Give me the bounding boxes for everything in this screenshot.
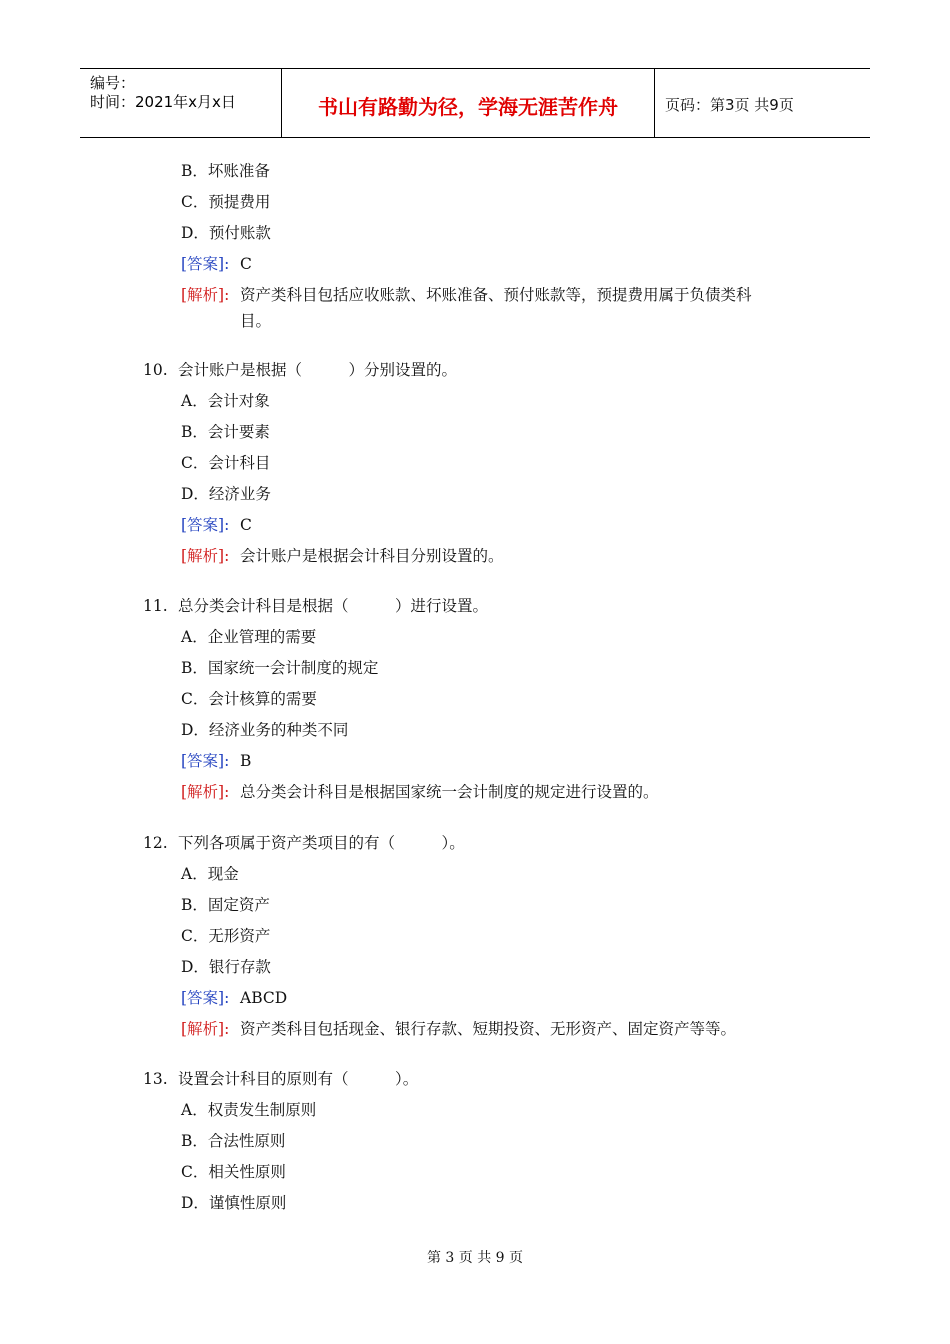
question-text: 总分类会计科目是根据（ ）进行设置。 — [178, 597, 489, 615]
question-number: 11. — [143, 597, 168, 615]
answer-value: B — [240, 752, 252, 770]
question-text: 会计账户是根据（ ）分别设置的。 — [178, 361, 458, 379]
option: B．会计要素 — [181, 423, 270, 441]
explain-text: 资产类科目包括应收账款、坏账准备、预付账款等，预提费用属于负债类科 — [240, 286, 752, 304]
question-number: 13. — [143, 1070, 168, 1088]
option: A．权责发生制原则 — [181, 1101, 317, 1119]
option: B．合法性原则 — [181, 1132, 286, 1150]
page-footer: 第 3 页 共 9 页 — [426, 1250, 524, 1266]
option: A．企业管理的需要 — [181, 628, 317, 646]
option: A．现金 — [181, 865, 239, 883]
header-motto-cell — [282, 69, 655, 137]
option: A．会计对象 — [181, 392, 270, 410]
question-text: 下列各项属于资产类项目的有（ ）。 — [178, 834, 465, 852]
answer-tag: [答案]: — [181, 989, 230, 1007]
option: D．经济业务 — [181, 485, 271, 503]
option: C．无形资产 — [181, 927, 271, 945]
question-text: 设置会计科目的原则有（ ）。 — [178, 1070, 419, 1088]
answer-tag: [答案]: — [181, 516, 230, 534]
explain-tag: [解析]: — [181, 783, 230, 801]
option: C．相关性原则 — [181, 1163, 286, 1181]
option: D．谨慎性原则 — [181, 1194, 287, 1212]
explain-tag: [解析]: — [181, 286, 230, 304]
question-number: 12. — [143, 834, 168, 852]
question-number: 10. — [143, 361, 168, 379]
number-label: 编号： — [90, 74, 136, 92]
option: D．经济业务的种类不同 — [181, 721, 349, 739]
option: D．预付账款 — [181, 224, 271, 242]
header-page-cell — [655, 69, 870, 137]
header-meta-cell — [80, 69, 282, 137]
answer-value: C — [240, 255, 252, 273]
answer-value: C — [240, 516, 252, 534]
option: B．坏账准备 — [181, 162, 270, 180]
option: C．会计科目 — [181, 454, 271, 472]
explain-text: 资产类科目包括现金、银行存款、短期投资、无形资产、固定资产等等。 — [240, 1020, 737, 1038]
answer-tag: [答案]: — [181, 752, 230, 770]
explain-tag: [解析]: — [181, 547, 230, 565]
page-info: 页码：第3页 共9页 — [665, 96, 794, 114]
explain-text: 会计账户是根据会计科目分别设置的。 — [240, 547, 504, 565]
motto: 书山有路勤为径，学海无涯苦作舟 — [318, 95, 618, 119]
page-header — [80, 68, 870, 138]
option: B．国家统一会计制度的规定 — [181, 659, 379, 677]
option: D．银行存款 — [181, 958, 271, 976]
explain-tag: [解析]: — [181, 1020, 230, 1038]
answer-value: ABCD — [240, 989, 288, 1007]
answer-tag: [答案]: — [181, 255, 230, 273]
option: C．会计核算的需要 — [181, 690, 317, 708]
option: B．固定资产 — [181, 896, 270, 914]
time-label: 时间：2021年x月x日 — [90, 93, 236, 111]
option: C．预提费用 — [181, 193, 271, 211]
explain-text: 总分类会计科目是根据国家统一会计制度的规定进行设置的。 — [240, 783, 659, 801]
explain-text-continued: 目。 — [240, 312, 272, 330]
